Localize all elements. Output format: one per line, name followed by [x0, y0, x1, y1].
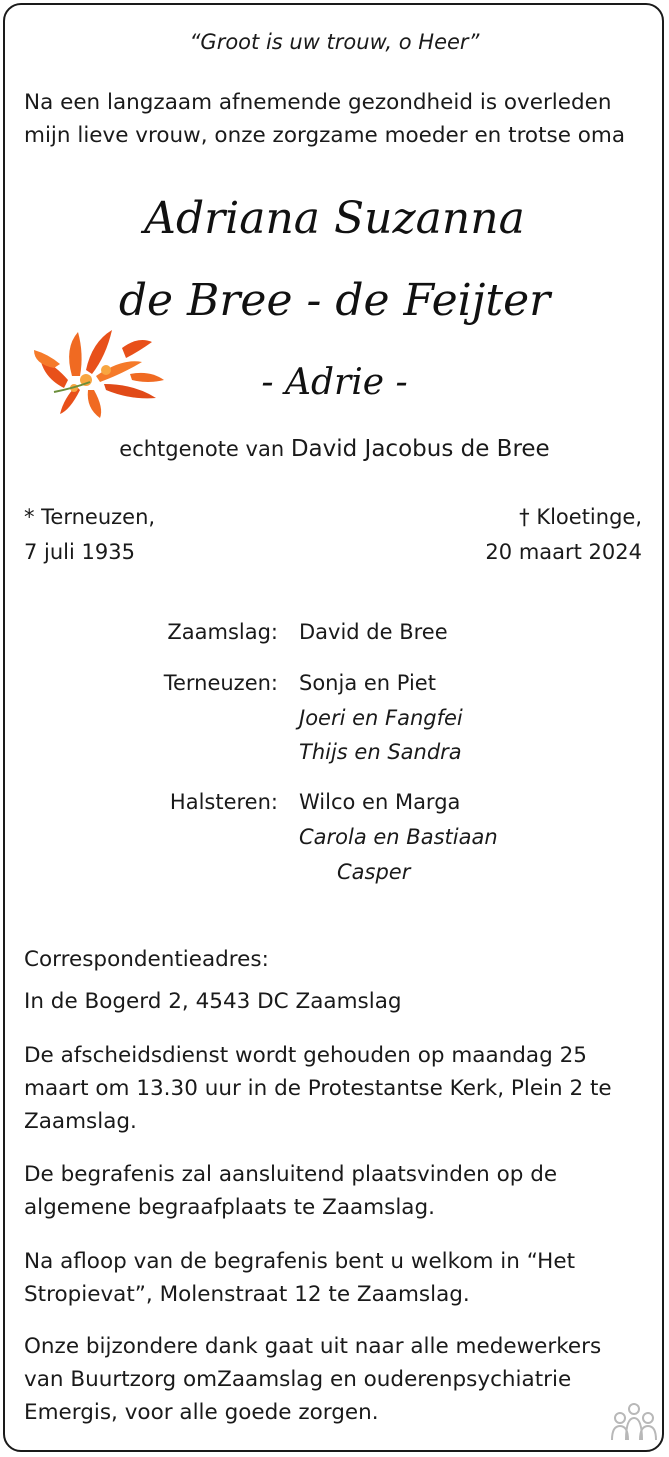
address: In de Bogerd 2, 4543 DC Zaamslag [24, 989, 402, 1014]
birth-date: 7 juli 1935 [24, 540, 135, 564]
deceased-name-line-2: de Bree - de Feijter [118, 275, 551, 326]
death-info [485, 500, 642, 570]
family-halsteren-1: Wilco en Marga [299, 790, 461, 814]
family-label-terneuzen: Terneuzen: [163, 671, 278, 695]
family-terneuzen-1: Sonja en Piet [299, 671, 436, 695]
service-paragraph: De afscheidsdienst wordt gehouden op maandag 25 maart om 13.30 uur in de Protestantse Kerk, Plein 2 te Zaamslag. [24, 1043, 612, 1134]
death-date: 20 maart 2024 [485, 540, 642, 564]
deceased-name-line-1: Adriana Suzanna [144, 193, 525, 244]
motto: “Groot is uw trouw, o Heer” [189, 30, 480, 54]
family-label-halsteren: Halsteren: [169, 790, 278, 814]
family-terneuzen-3: Thijs en Sandra [299, 740, 462, 764]
welcome-paragraph: Na afloop van de begrafenis bent u welkom in “Het Stropievat”, Molenstraat 12 te Zaamslag. [24, 1249, 576, 1307]
people-logo-icon [608, 1400, 660, 1442]
intro-line-2: mijn lieve vrouw, onze zorgzame moeder en trotse oma [24, 123, 626, 148]
intro-text [24, 86, 654, 152]
spouse-line [0, 436, 669, 462]
birth-info [24, 500, 155, 570]
clivia-flower-icon [34, 318, 166, 418]
thanks-paragraph: Onze bijzondere dank gaat uit naar alle medewerkers van Buurtzorg omZaamslag en ouderenpsychiatrie Emergis, voor alle goede zorgen. [24, 1334, 602, 1425]
family-halsteren-2: Carola en Bastiaan [299, 825, 498, 849]
death-place: † Kloetinge, [519, 505, 642, 529]
burial-paragraph: De begrafenis zal aansluitend plaatsvinden op de algemene begraafplaats te Zaamslag. [24, 1162, 558, 1220]
family-halsteren-3: Casper [337, 860, 411, 884]
deceased-nickname: - Adrie - [261, 362, 408, 403]
birth-place: * Terneuzen, [24, 505, 156, 529]
family-terneuzen-2: Joeri en Fangfei [299, 706, 463, 730]
spouse-name: David Jacobus de Bree [290, 436, 550, 462]
address-label: Correspondentieadres: [24, 947, 269, 972]
family-zaamslag-1: David de Bree [299, 620, 448, 644]
family-label-zaamslag: Zaamslag: [167, 620, 278, 644]
intro-line-1: Na een langzaam afnemende gezondheid is overleden [24, 90, 612, 115]
spouse-prefix: echtgenote van [119, 437, 285, 461]
